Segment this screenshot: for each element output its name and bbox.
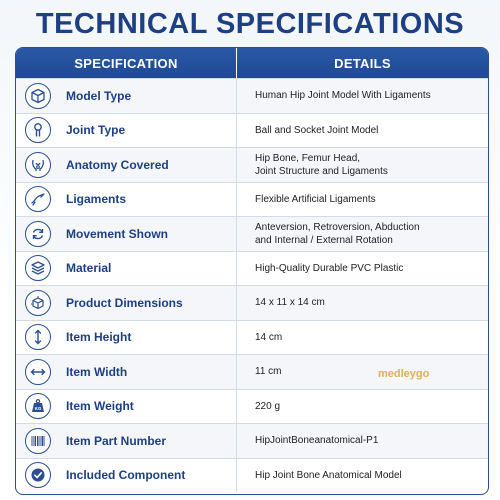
details-cell (237, 148, 488, 182)
check-badge-icon (25, 462, 51, 488)
layers-icon (25, 255, 51, 281)
box-dimensions-icon (25, 290, 51, 316)
ball-joint-icon (25, 117, 51, 143)
cube-icon (25, 83, 51, 109)
details-text (255, 262, 403, 275)
details-cell (237, 252, 488, 286)
details-text (255, 365, 282, 378)
rotate-arrows-icon (25, 221, 51, 247)
details-cell (237, 459, 488, 493)
svg-text:KG: KG (34, 406, 42, 412)
spec-cell (16, 355, 237, 389)
details-text (255, 296, 325, 309)
details-line: Ball and Socket Joint Model (255, 124, 379, 136)
details-line: 220 g (255, 400, 281, 412)
details-line: High-Quality Durable PVC Plastic (255, 262, 404, 274)
spec-cell (16, 183, 237, 217)
table-row (16, 389, 488, 424)
details-cell (237, 424, 488, 458)
details-cell (237, 286, 488, 320)
table-row (16, 458, 488, 493)
details-text (255, 221, 420, 247)
table-row (16, 285, 488, 320)
page-title: TECHNICAL SPECIFICATIONS (35, 8, 465, 40)
spec-cell (16, 79, 237, 113)
spec-cell (16, 114, 237, 148)
spec-table (15, 47, 489, 495)
table-row (16, 423, 488, 458)
watermark-logo: medleygo (378, 368, 430, 380)
details-line: HipJointBoneanatomical-P1 (255, 435, 379, 447)
spec-label: Ligaments (66, 192, 127, 207)
spec-label: Product Dimensions (66, 295, 183, 310)
table-row (16, 251, 488, 286)
spec-label: Included Component (66, 468, 186, 483)
spec-label: Item Height (66, 330, 132, 345)
spec-label: Joint Type (66, 123, 126, 138)
table-row (16, 320, 488, 355)
details-text (255, 331, 282, 344)
spec-label: Anatomy Covered (66, 157, 169, 172)
spec-cell (16, 286, 237, 320)
horizontal-arrow-icon (25, 359, 51, 385)
spec-cell (16, 424, 237, 458)
spec-cell (16, 148, 237, 182)
spec-cell (16, 252, 237, 286)
details-line: 14 cm (255, 331, 283, 343)
details-text (255, 124, 378, 137)
spec-label: Item Part Number (66, 433, 167, 448)
details-cell (237, 321, 488, 355)
details-cell (237, 183, 488, 217)
table-body (16, 78, 488, 492)
spec-cell (16, 459, 237, 493)
table-row (16, 182, 488, 217)
details-cell (237, 79, 488, 113)
details-text (255, 469, 402, 482)
details-line: Joint Structure and Ligaments (255, 165, 388, 177)
details-cell (237, 390, 488, 424)
table-row (16, 147, 488, 182)
spec-cell (16, 321, 237, 355)
details-line: 14 x 11 x 14 cm (255, 297, 325, 309)
barcode-icon (25, 428, 51, 454)
vertical-arrow-icon (25, 324, 51, 350)
details-text (255, 193, 376, 206)
weight-kg-icon (25, 393, 51, 419)
details-cell (237, 217, 488, 251)
table-row (16, 78, 488, 113)
header-details: DETAILS (334, 55, 391, 71)
details-line: Flexible Artificial Ligaments (255, 193, 376, 205)
pelvis-icon (25, 152, 51, 178)
spec-label: Material (66, 261, 112, 276)
table-row (16, 113, 488, 148)
spec-label: Item Weight (66, 399, 134, 414)
details-text (255, 434, 378, 447)
spec-label: Model Type (66, 88, 132, 103)
details-cell (237, 355, 488, 389)
details-line: Hip Bone, Femur Head, (255, 152, 361, 164)
spec-label: Item Width (66, 364, 128, 379)
header-specification: SPECIFICATION (16, 48, 237, 78)
details-cell (237, 114, 488, 148)
details-text (255, 152, 388, 178)
details-line: Human Hip Joint Model With Ligaments (255, 90, 431, 102)
spec-cell (16, 217, 237, 251)
details-line: Hip Joint Bone Anatomical Model (255, 469, 402, 481)
spec-cell (16, 390, 237, 424)
details-line: and Internal / External Rotation (255, 234, 393, 246)
details-text (255, 400, 280, 413)
ligament-icon (25, 186, 51, 212)
table-header (16, 48, 488, 78)
spec-label: Movement Shown (66, 226, 169, 241)
details-line: Anteversion, Retroversion, Abduction (255, 221, 420, 233)
table-row (16, 216, 488, 251)
details-text (255, 89, 431, 102)
details-line: 11 cm (255, 366, 282, 378)
